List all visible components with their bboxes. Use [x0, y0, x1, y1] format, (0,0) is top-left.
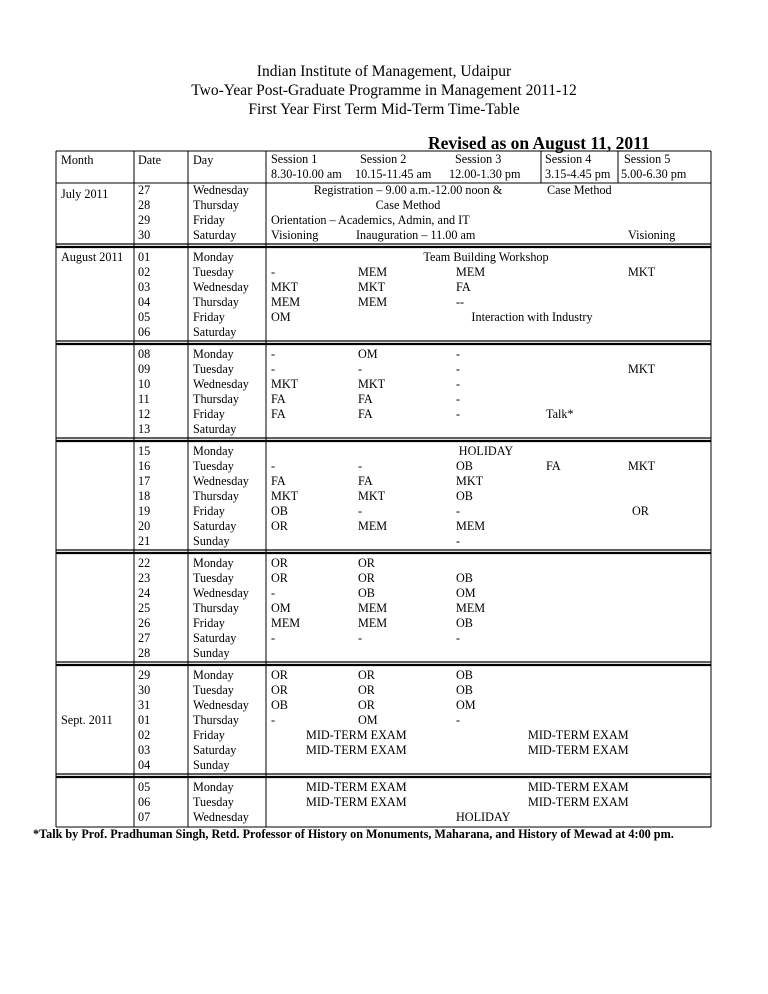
session1-cell: OB: [271, 504, 288, 518]
session1-cell: -: [271, 459, 276, 473]
session2-cell: -: [358, 362, 363, 376]
day-cell: Thursday: [193, 198, 240, 212]
session1-cell: -: [271, 631, 276, 645]
session1-cell: MKT: [271, 489, 299, 503]
session3-cell: OB: [456, 683, 473, 697]
session3-cell: MEM: [456, 265, 486, 279]
session5-cell: MKT: [628, 459, 656, 473]
session1-cell: OR: [271, 519, 288, 533]
session2-cell: OR: [358, 683, 375, 697]
holiday-note: HOLIDAY: [456, 810, 511, 824]
date-cell: 27: [138, 631, 151, 645]
session4-cell: FA: [546, 459, 561, 473]
session3-cell: -: [456, 534, 461, 548]
date-cell: 25: [138, 601, 151, 615]
session5-cell: MKT: [628, 362, 656, 376]
session3-cell: -: [456, 407, 461, 421]
session3-cell: OB: [456, 668, 473, 682]
session1-cell: MKT: [271, 377, 299, 391]
date-cell: 13: [138, 422, 151, 436]
session2-cell: MKT: [358, 377, 386, 391]
day-cell: Tuesday: [193, 362, 234, 376]
day-cell: Saturday: [193, 519, 237, 533]
session2-cell: MEM: [358, 295, 388, 309]
mid-term-exam-am: MID-TERM EXAM: [306, 743, 407, 757]
holiday-note: HOLIDAY: [458, 444, 514, 458]
talk-note: Talk*: [546, 407, 574, 421]
day-cell: Saturday: [193, 228, 237, 242]
session3-cell: OB: [456, 571, 473, 585]
date-cell: 30: [138, 228, 151, 242]
session3-cell: FA: [456, 280, 471, 294]
day-cell: Tuesday: [193, 265, 234, 279]
session1-cell: MEM: [271, 295, 301, 309]
date-cell: 27: [138, 183, 151, 197]
session1-cell: OR: [271, 571, 288, 585]
day-cell: Monday: [193, 668, 234, 682]
date-cell: 30: [138, 683, 151, 697]
session3-cell: -: [456, 377, 461, 391]
day-cell: Wednesday: [193, 586, 249, 600]
session1-cell: OR: [271, 683, 288, 697]
day-cell: Friday: [193, 504, 225, 518]
session3-cell: MEM: [456, 519, 486, 533]
day-cell: Monday: [193, 250, 234, 264]
session1-cell: OB: [271, 698, 288, 712]
date-cell: 18: [138, 489, 151, 503]
day-cell: Wednesday: [193, 377, 249, 391]
date-cell: 01: [138, 250, 151, 264]
case-method-s4: Case Method: [547, 183, 612, 197]
date-cell: 28: [138, 646, 151, 660]
session3-cell: OB: [456, 616, 473, 630]
date-cell: 22: [138, 556, 151, 570]
session2-cell: MEM: [358, 265, 388, 279]
session1-cell: -: [271, 347, 276, 361]
session1-cell: MKT: [271, 280, 299, 294]
day-cell: Sunday: [193, 758, 230, 772]
date-cell: 03: [138, 280, 151, 294]
visioning-s5: Visioning: [628, 228, 676, 242]
date-cell: 05: [138, 310, 151, 324]
date-cell: 10: [138, 377, 151, 391]
date-cell: 15: [138, 444, 151, 458]
session2-cell: FA: [358, 407, 373, 421]
mid-term-exam-am: MID-TERM EXAM: [306, 728, 407, 742]
day-cell: Thursday: [193, 295, 240, 309]
case-method-center: Case Method: [375, 198, 441, 212]
session2-cell: OR: [358, 698, 375, 712]
timetable-title: First Year First Term Mid-Term Time-Table: [248, 101, 520, 118]
session1-cell: FA: [271, 474, 286, 488]
session2-cell: MKT: [358, 489, 386, 503]
day-cell: Sunday: [193, 534, 230, 548]
session2-cell: OR: [358, 556, 375, 570]
day-cell: Thursday: [193, 489, 240, 503]
session2-cell: MEM: [358, 519, 388, 533]
session1-cell: FA: [271, 392, 286, 406]
day-cell: Monday: [193, 444, 234, 458]
orientation-note: Orientation – Academics, Admin, and IT: [271, 213, 470, 227]
visioning-s1: Visioning: [271, 228, 319, 242]
session2-cell: OM: [358, 713, 378, 727]
day-cell: Thursday: [193, 713, 240, 727]
session2-cell: MKT: [358, 280, 386, 294]
session1-cell: MEM: [271, 616, 301, 630]
day-cell: Wednesday: [193, 810, 249, 824]
date-cell: 08: [138, 347, 151, 361]
session3-cell: --: [456, 295, 465, 309]
column-header-session2: Session 2: [360, 152, 407, 166]
day-cell: Wednesday: [193, 183, 249, 197]
day-cell: Wednesday: [193, 698, 249, 712]
session2-cell: -: [358, 504, 363, 518]
mid-term-exam-am: MID-TERM EXAM: [306, 795, 407, 809]
mid-term-exam-pm: MID-TERM EXAM: [528, 780, 629, 794]
day-cell: Wednesday: [193, 280, 249, 294]
day-cell: Saturday: [193, 631, 237, 645]
session3-cell: MKT: [456, 474, 484, 488]
date-cell: 19: [138, 504, 151, 518]
date-cell: 29: [138, 668, 151, 682]
session3-cell: OB: [456, 489, 473, 503]
session1-cell: OR: [271, 556, 288, 570]
date-cell: 28: [138, 198, 151, 212]
session2-cell: OR: [358, 571, 375, 585]
day-cell: Sunday: [193, 646, 230, 660]
session4-time: 3.15-4.45 pm: [545, 167, 611, 181]
date-cell: 03: [138, 743, 151, 757]
day-cell: Saturday: [193, 325, 237, 339]
day-cell: Tuesday: [193, 795, 234, 809]
day-cell: Tuesday: [193, 571, 234, 585]
session3-cell: -: [456, 713, 461, 727]
session2-cell: MEM: [358, 601, 388, 615]
date-cell: 05: [138, 780, 151, 794]
session3-cell: -: [456, 362, 461, 376]
session3-time: 12.00-1.30 pm: [449, 167, 521, 181]
session2-cell: -: [358, 459, 363, 473]
registration-note: Registration – 9.00 a.m.-12.00 noon &: [313, 183, 503, 197]
day-cell: Friday: [193, 616, 225, 630]
session2-cell: OR: [358, 668, 375, 682]
date-cell: 06: [138, 325, 151, 339]
column-header-date: Date: [138, 153, 162, 167]
month-august: August 2011: [61, 250, 124, 264]
date-cell: 04: [138, 758, 151, 772]
session2-cell: MEM: [358, 616, 388, 630]
interaction-with-industry: Interaction with Industry: [471, 310, 593, 324]
session3-cell: OM: [456, 586, 476, 600]
session2-cell: -: [358, 631, 363, 645]
column-header-session3: Session 3: [455, 152, 502, 166]
session5-cell: OR: [632, 504, 649, 518]
mid-term-exam-pm: MID-TERM EXAM: [528, 795, 629, 809]
session5-time: 5.00-6.30 pm: [621, 167, 687, 181]
column-header-session1: Session 1: [271, 152, 318, 166]
day-cell: Monday: [193, 780, 234, 794]
date-cell: 31: [138, 698, 151, 712]
session1-cell: -: [271, 265, 276, 279]
mid-term-exam-am: MID-TERM EXAM: [306, 780, 407, 794]
column-header-session4: Session 4: [545, 152, 592, 166]
session1-cell: OR: [271, 668, 288, 682]
date-cell: 16: [138, 459, 151, 473]
date-cell: 24: [138, 586, 151, 600]
day-cell: Friday: [193, 213, 225, 227]
column-header-day: Day: [193, 153, 214, 167]
session3-cell: OM: [456, 698, 476, 712]
date-cell: 01: [138, 713, 151, 727]
date-cell: 17: [138, 474, 151, 488]
session1-cell: -: [271, 362, 276, 376]
session1-cell: OM: [271, 601, 291, 615]
day-cell: Friday: [193, 310, 225, 324]
session2-cell: FA: [358, 474, 373, 488]
session2-time: 10.15-11.45 am: [355, 167, 432, 181]
day-cell: Thursday: [193, 392, 240, 406]
mid-term-exam-pm: MID-TERM EXAM: [528, 743, 629, 757]
session1-cell: -: [271, 586, 276, 600]
month-september: Sept. 2011: [61, 713, 113, 727]
institute-name: Indian Institute of Management, Udaipur: [256, 63, 512, 80]
day-cell: Wednesday: [193, 474, 249, 488]
session3-cell: -: [456, 631, 461, 645]
day-cell: Tuesday: [193, 683, 234, 697]
revised-date: Revised as on August 11, 2011: [428, 133, 650, 153]
date-cell: 06: [138, 795, 151, 809]
session1-cell: FA: [271, 407, 286, 421]
date-cell: 02: [138, 728, 151, 742]
day-cell: Tuesday: [193, 459, 234, 473]
day-cell: Monday: [193, 347, 234, 361]
date-cell: 12: [138, 407, 151, 421]
mid-term-exam-pm: MID-TERM EXAM: [528, 728, 629, 742]
date-cell: 26: [138, 616, 151, 630]
date-cell: 09: [138, 362, 151, 376]
session1-cell: OM: [271, 310, 291, 324]
date-cell: 20: [138, 519, 151, 533]
session2-cell: OB: [358, 586, 375, 600]
date-cell: 21: [138, 534, 151, 548]
session5-cell: MKT: [628, 265, 656, 279]
day-cell: Friday: [193, 407, 225, 421]
month-july: July 2011: [61, 187, 109, 201]
day-cell: Saturday: [193, 743, 237, 757]
session3-cell: MEM: [456, 601, 486, 615]
session3-cell: -: [456, 504, 461, 518]
footnote: *Talk by Prof. Pradhuman Singh, Retd. Professor of History on Monuments, Maharana, and History of Mewad at 4:00 pm.: [33, 827, 674, 841]
day-cell: Friday: [193, 728, 225, 742]
session3-cell: -: [456, 347, 461, 361]
inauguration-note: Inauguration – 11.00 am: [356, 228, 476, 242]
date-cell: 29: [138, 213, 151, 227]
session1-cell: -: [271, 713, 276, 727]
programme-title: Two-Year Post-Graduate Programme in Management 2011-12: [191, 82, 577, 99]
date-cell: 02: [138, 265, 151, 279]
session3-cell: OB: [456, 459, 473, 473]
session2-cell: OM: [358, 347, 378, 361]
day-cell: Saturday: [193, 422, 237, 436]
day-cell: Monday: [193, 556, 234, 570]
day-cell: Thursday: [193, 601, 240, 615]
date-cell: 11: [138, 392, 150, 406]
date-cell: 07: [138, 810, 151, 824]
column-header-month: Month: [61, 153, 94, 167]
date-cell: 04: [138, 295, 151, 309]
session1-time: 8.30-10.00 am: [271, 167, 342, 181]
team-building-workshop: Team Building Workshop: [423, 250, 549, 264]
session2-cell: FA: [358, 392, 373, 406]
column-header-session5: Session 5: [624, 152, 671, 166]
date-cell: 23: [138, 571, 151, 585]
session3-cell: -: [456, 392, 461, 406]
